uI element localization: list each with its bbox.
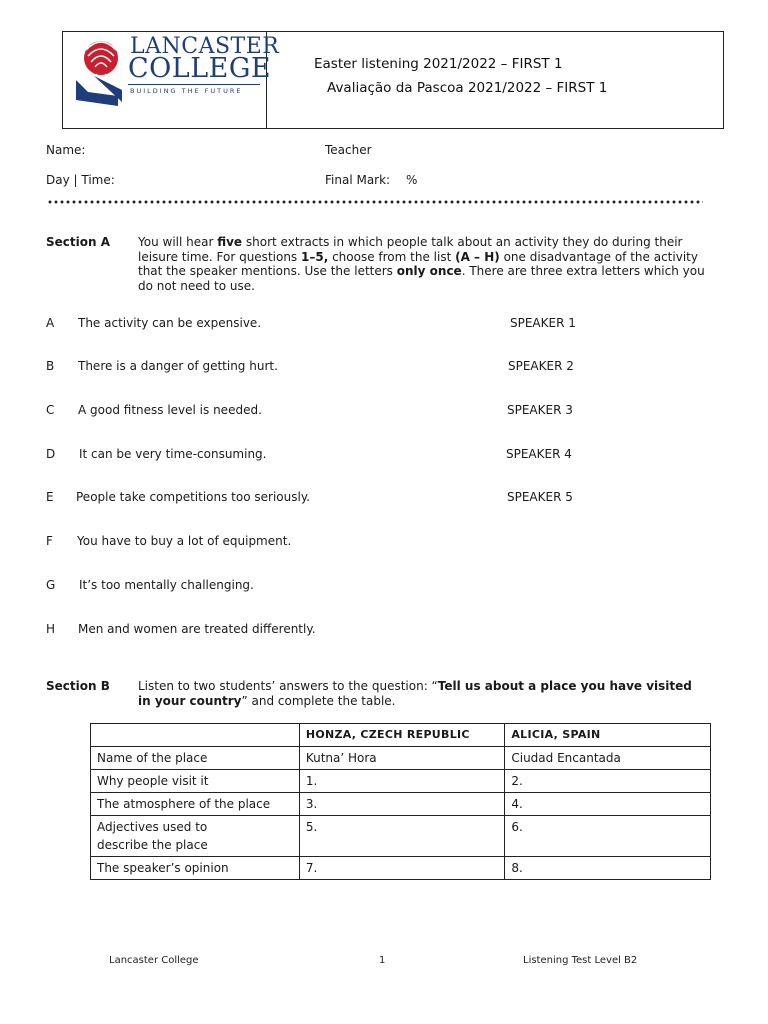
table-row	[91, 857, 711, 880]
instruction-text: . There are three extra letters which you do not need to use.	[138, 264, 705, 293]
option-text: You have to buy a lot of equipment.	[77, 534, 292, 548]
speaker-label: SPEAKER 3	[507, 403, 573, 417]
table-cell[interactable]: 2.	[505, 770, 711, 793]
logo-lancaster: LANCASTER	[130, 34, 280, 59]
table-row	[91, 816, 711, 857]
name-field-label: Name:	[46, 143, 86, 157]
emphasis-text: only once	[396, 264, 462, 278]
final-mark-field-label: Final Mark:	[325, 173, 391, 187]
option-text: It’s too mentally challenging.	[79, 578, 254, 592]
title-portuguese: Avaliação da Pascoa 2021/2022 – FIRST 1	[327, 80, 608, 96]
table-header-cell: ALICIA, SPAIN	[505, 724, 711, 747]
instruction-text: You will hear	[138, 235, 218, 249]
option-text: There is a danger of getting hurt.	[78, 359, 278, 373]
logo-tagline: BUILDING THE FUTURE	[130, 87, 243, 95]
table-row-label: Name of the place	[91, 747, 300, 770]
speaker-label: SPEAKER 5	[507, 490, 573, 504]
table-cell[interactable]: 6.	[505, 816, 711, 857]
dotted-separator	[47, 199, 703, 205]
instruction-text: one disadvantage of the activity that the speaker mentions. Use the letters	[138, 249, 698, 278]
instruction-text: short extracts in which people talk about an activity they do during their leisure time. For questions	[138, 235, 683, 264]
table-cell[interactable]: 5.	[299, 816, 505, 857]
instruction-text: ” and complete the table.	[241, 693, 396, 708]
speaker-label: SPEAKER 4	[506, 447, 572, 461]
option-letter: C	[46, 403, 55, 417]
table-cell[interactable]: 7.	[299, 857, 505, 880]
option-text: The activity can be expensive.	[78, 316, 262, 330]
option-text: It can be very time-consuming.	[79, 447, 267, 461]
table-row-label: The atmosphere of the place	[91, 793, 300, 816]
instruction-text: choose from the list	[328, 249, 456, 264]
section-b-instructions	[138, 679, 708, 708]
table-header-cell	[91, 724, 300, 747]
rose-logo-icon	[74, 36, 128, 108]
logo-rule	[128, 84, 260, 85]
table-cell[interactable]: Ciudad Encantada	[505, 747, 711, 770]
section-a-label: Section A	[46, 235, 110, 249]
final-mark-percent: %	[406, 173, 418, 187]
emphasis-text: Tell us about a place you have visited in your country	[138, 679, 692, 708]
places-table	[90, 723, 711, 880]
option-letter: F	[46, 534, 53, 548]
emphasis-text: (A – H)	[455, 249, 500, 264]
table-cell[interactable]: 3.	[299, 793, 505, 816]
footer-page-number: 1	[379, 955, 386, 966]
table-row-label: The speaker’s opinion	[91, 857, 300, 880]
option-letter: E	[46, 490, 54, 504]
option-text: Men and women are treated differently.	[78, 622, 316, 636]
day-time-field-label: Day | Time:	[46, 173, 115, 187]
footer-college: Lancaster College	[109, 955, 199, 966]
table-cell[interactable]: 8.	[505, 857, 711, 880]
logo-college: COLLEGE	[128, 53, 272, 84]
table-row-label: Why people visit it	[91, 770, 300, 793]
table-cell[interactable]: Kutna’ Hora	[299, 747, 505, 770]
title-english: Easter listening 2021/2022 – FIRST 1	[314, 56, 563, 72]
option-letter: H	[46, 622, 56, 636]
section-a-instructions	[138, 235, 718, 293]
emphasis-text: five	[217, 235, 243, 249]
option-letter: G	[46, 578, 56, 592]
table-row	[91, 747, 711, 770]
speaker-label: SPEAKER 1	[510, 316, 576, 330]
table-row	[91, 770, 711, 793]
section-b-label: Section B	[46, 679, 110, 693]
option-letter: D	[46, 447, 56, 461]
table-cell[interactable]: 1.	[299, 770, 505, 793]
table-header-cell: HONZA, CZECH REPUBLIC	[299, 724, 505, 747]
footer-test-level: Listening Test Level B2	[523, 955, 638, 966]
table-header-row	[91, 724, 711, 747]
option-letter: B	[46, 359, 55, 373]
emphasis-text: 1–5,	[301, 249, 329, 264]
speaker-label: SPEAKER 2	[508, 359, 574, 373]
instruction-text: Listen to two students’ answers to the question: “	[138, 679, 438, 693]
option-text: People take competitions too seriously.	[76, 490, 311, 504]
option-letter: A	[46, 316, 55, 330]
table-row	[91, 793, 711, 816]
table-cell[interactable]: 4.	[505, 793, 711, 816]
option-text: A good fitness level is needed.	[78, 403, 262, 417]
table-row-label: Adjectives used to describe the place	[91, 816, 300, 857]
teacher-field-label: Teacher	[325, 143, 372, 157]
